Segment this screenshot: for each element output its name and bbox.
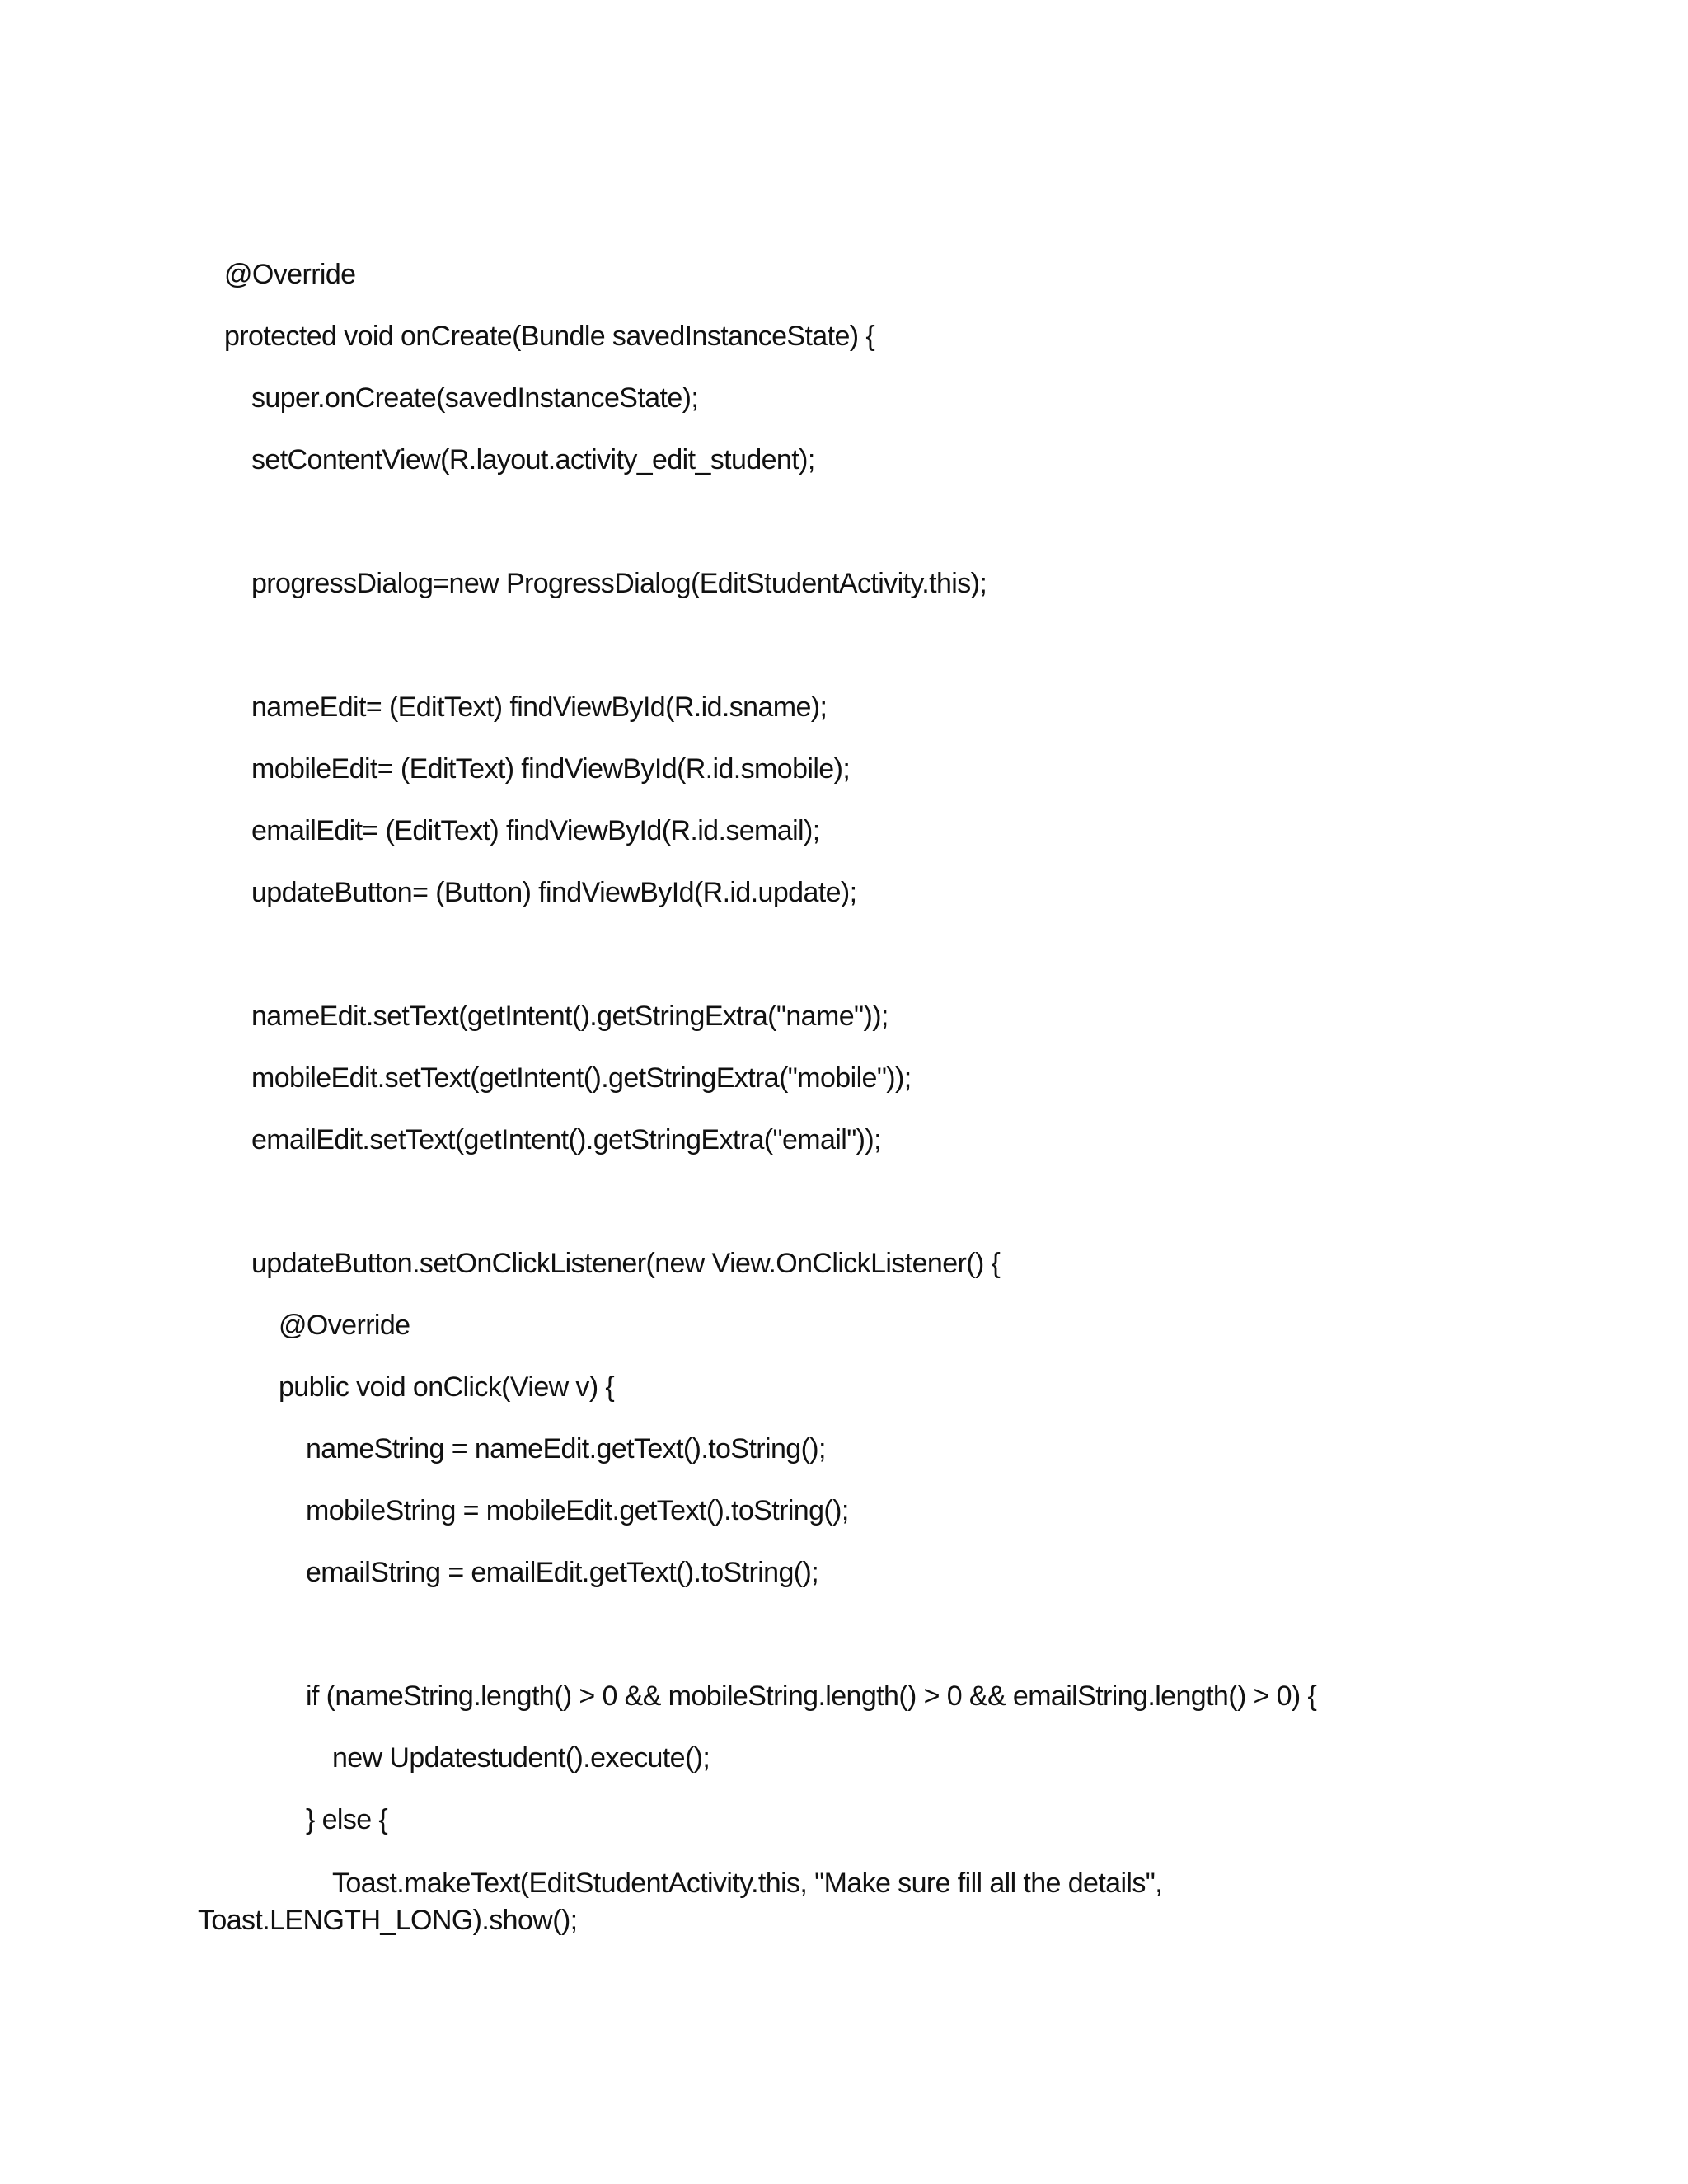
code-line: public void onClick(View v) { <box>279 1371 615 1403</box>
code-line: nameString = nameEdit.getText().toString(); <box>306 1433 826 1465</box>
code-line: setContentView(R.layout.activity_edit_student); <box>251 444 815 476</box>
code-line: mobileEdit.setText(getIntent().getStringExtra("mobile")); <box>251 1062 912 1094</box>
code-line: if (nameString.length() > 0 && mobileString.length() > 0 && emailString.length() > 0) { <box>306 1680 1317 1712</box>
code-line: updateButton.setOnClickListener(new View.OnClickListener() { <box>251 1248 1001 1279</box>
code-line: emailEdit= (EditText) findViewById(R.id.semail); <box>251 815 820 846</box>
code-line: emailEdit.setText(getIntent().getStringExtra("email")); <box>251 1124 881 1155</box>
code-line: Toast.makeText(EditStudentActivity.this, "Make sure fill all the details", <box>332 1868 1163 1899</box>
code-line: updateButton= (Button) findViewById(R.id.update); <box>251 877 857 908</box>
code-line: nameEdit.setText(getIntent().getStringExtra("name")); <box>251 1001 889 1032</box>
code-line: protected void onCreate(Bundle savedInstanceState) { <box>224 321 875 352</box>
code-line: } else { <box>306 1804 388 1835</box>
code-line: nameEdit= (EditText) findViewById(R.id.sname); <box>251 691 828 723</box>
code-line: mobileString = mobileEdit.getText().toString(); <box>306 1495 849 1526</box>
code-line: new Updatestudent().execute(); <box>332 1742 710 1774</box>
code-line: @Override <box>279 1310 410 1341</box>
code-line: emailString = emailEdit.getText().toString(); <box>306 1557 819 1588</box>
code-line: super.onCreate(savedInstanceState); <box>251 382 699 414</box>
code-line: Toast.LENGTH_LONG).show(); <box>198 1905 578 1936</box>
code-line: progressDialog=new ProgressDialog(EditStudentActivity.this); <box>251 568 987 599</box>
code-line: @Override <box>224 259 356 290</box>
code-line: mobileEdit= (EditText) findViewById(R.id.smobile); <box>251 753 851 785</box>
